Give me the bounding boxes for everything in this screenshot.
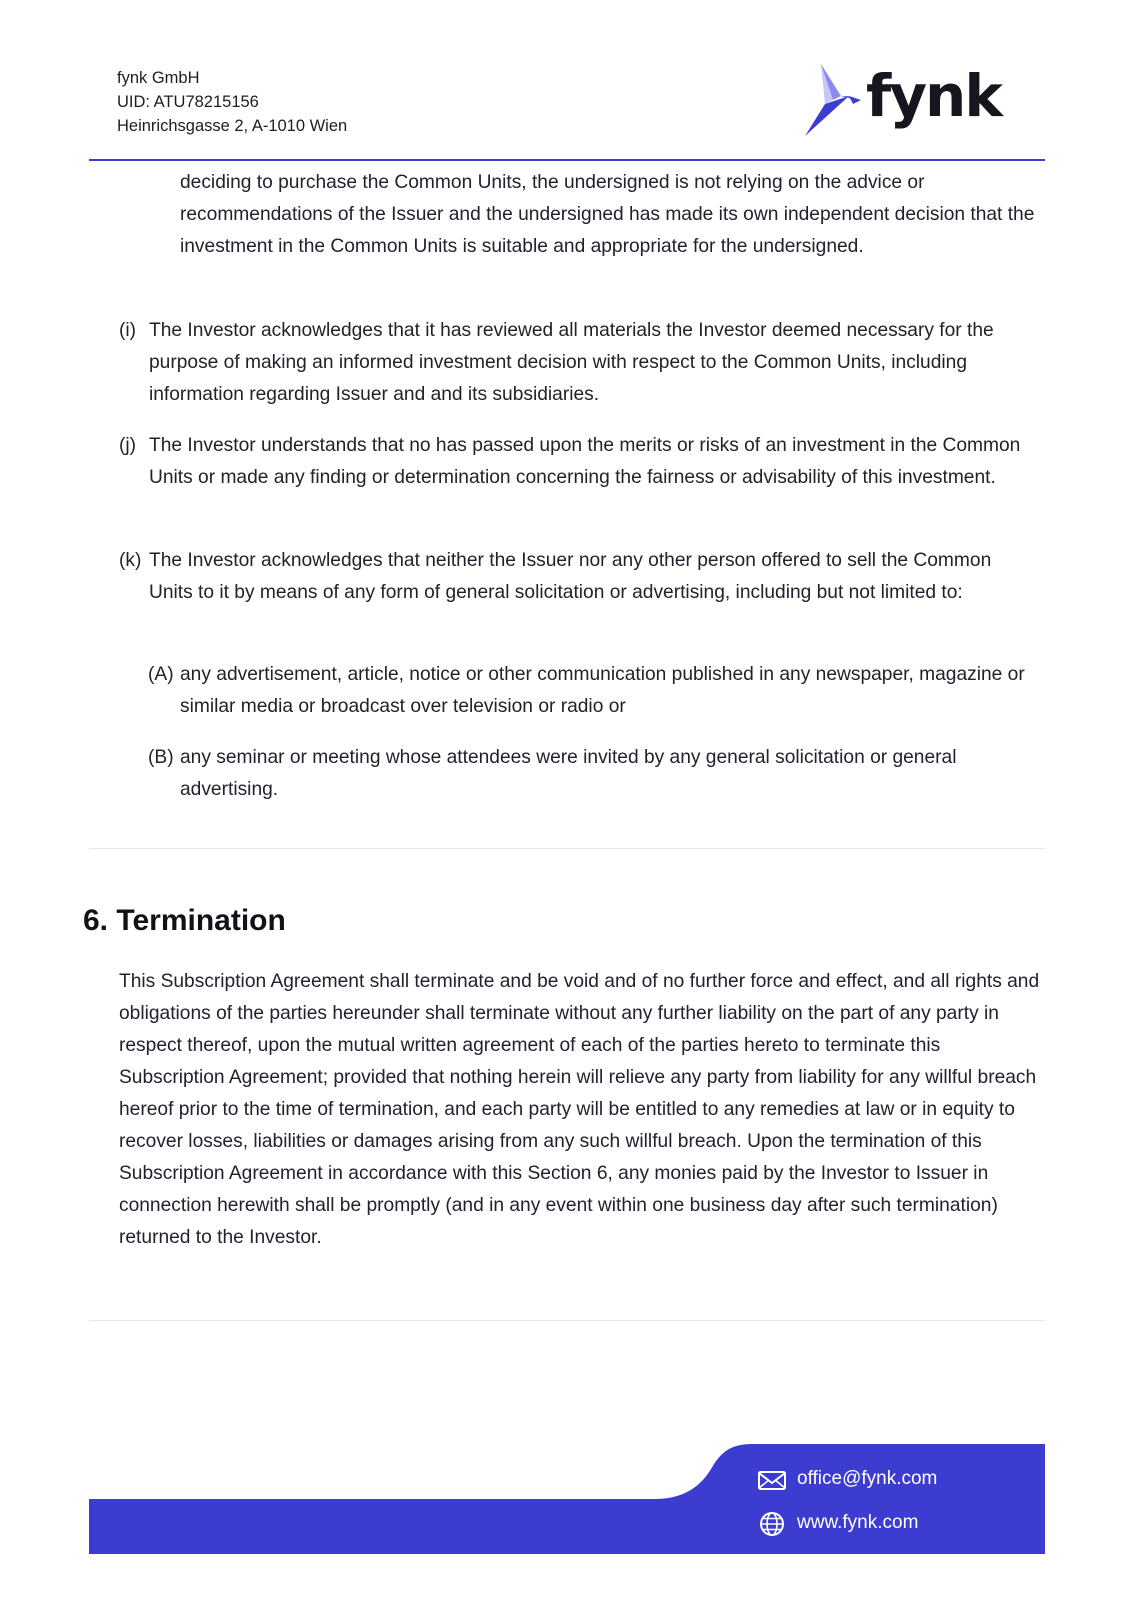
page-footer xyxy=(89,1444,1045,1554)
sub-item-b xyxy=(148,742,1040,806)
list-item-label: (j) xyxy=(119,435,137,456)
list-item-k xyxy=(119,545,1039,609)
list-item-label: (k) xyxy=(119,550,142,571)
sub-item-label: (A) xyxy=(148,664,174,685)
list-item-label: (i) xyxy=(119,320,137,341)
company-name: fynk GmbH xyxy=(117,69,200,87)
page-header xyxy=(0,0,1131,165)
website-link[interactable]: www.fynk.com xyxy=(797,1512,919,1533)
list-item-j xyxy=(119,430,1039,494)
sub-item-a xyxy=(148,659,1040,723)
fynk-logo xyxy=(803,60,1013,144)
section-body: This Subscription Agreement shall terminate and be void and of no further force and effect, and all rights and obligations of the parties hereunder shall terminate without any further liability on the part of any party in respect thereof, upon the mutual written agreement of each of the parties hereto to terminate this Subscription Agreement; provided that nothing herein will relieve any party from liability for any willful breach hereof prior to the time of termination, and each party will be entitled to any remedies at law or in equity to recover losses, liabilities or damages arising from any such willful breach. Upon the termination of this Subscription Agreement in accordance with this Section 6, any monies paid by the Investor to Issuer in connection herewith shall be promptly (and in any event within one business day after such termination) returned to the Investor. xyxy=(119,971,1040,1248)
sub-item-text: any seminar or meeting whose attendees were invited by any general solicitation or general advertising. xyxy=(180,747,957,800)
section-divider xyxy=(89,848,1045,849)
company-info xyxy=(117,66,347,138)
section-heading: 6. Termination xyxy=(83,904,286,937)
globe-icon xyxy=(757,1511,787,1537)
logo-wordmark: fynk xyxy=(866,62,1001,130)
company-address: Heinrichsgasse 2, A-1010 Wien xyxy=(117,117,348,135)
bird-logo-icon xyxy=(803,60,867,140)
company-uid: UID: ATU78215156 xyxy=(117,93,259,111)
continuation-paragraph: deciding to purchase the Common Units, the undersigned is not relying on the advice or recommendations of the Issuer and the undersigned has made its own independent decision that the investment in the Common Units is suitable and appropriate for the undersigned. xyxy=(180,172,1035,257)
footer-band xyxy=(89,1444,1045,1554)
list-item-i xyxy=(119,315,1039,411)
list-item-text: The Investor understands that no has passed upon the merits or risks of an investment in the Common Units or made any finding or determination concerning the fairness or advisability of this investment. xyxy=(149,435,1021,488)
header-rule xyxy=(89,159,1045,161)
sub-item-text: any advertisement, article, notice or other communication published in any newspaper, magazine or similar media or broadcast over television or radio or xyxy=(180,664,1025,717)
section-divider xyxy=(89,1320,1045,1321)
email-link[interactable]: office@fynk.com xyxy=(797,1468,938,1489)
list-item-text: The Investor acknowledges that it has reviewed all materials the Investor deemed necessary for the purpose of making an informed investment decision with respect to the Common Units, including information regarding Issuer and and its subsidiaries. xyxy=(149,320,994,405)
list-item-text: The Investor acknowledges that neither the Issuer nor any other person offered to sell the Common Units to it by means of any form of general solicitation or advertising, including but not limited to: xyxy=(149,550,992,603)
envelope-icon xyxy=(757,1467,787,1493)
sub-item-label: (B) xyxy=(148,747,174,768)
